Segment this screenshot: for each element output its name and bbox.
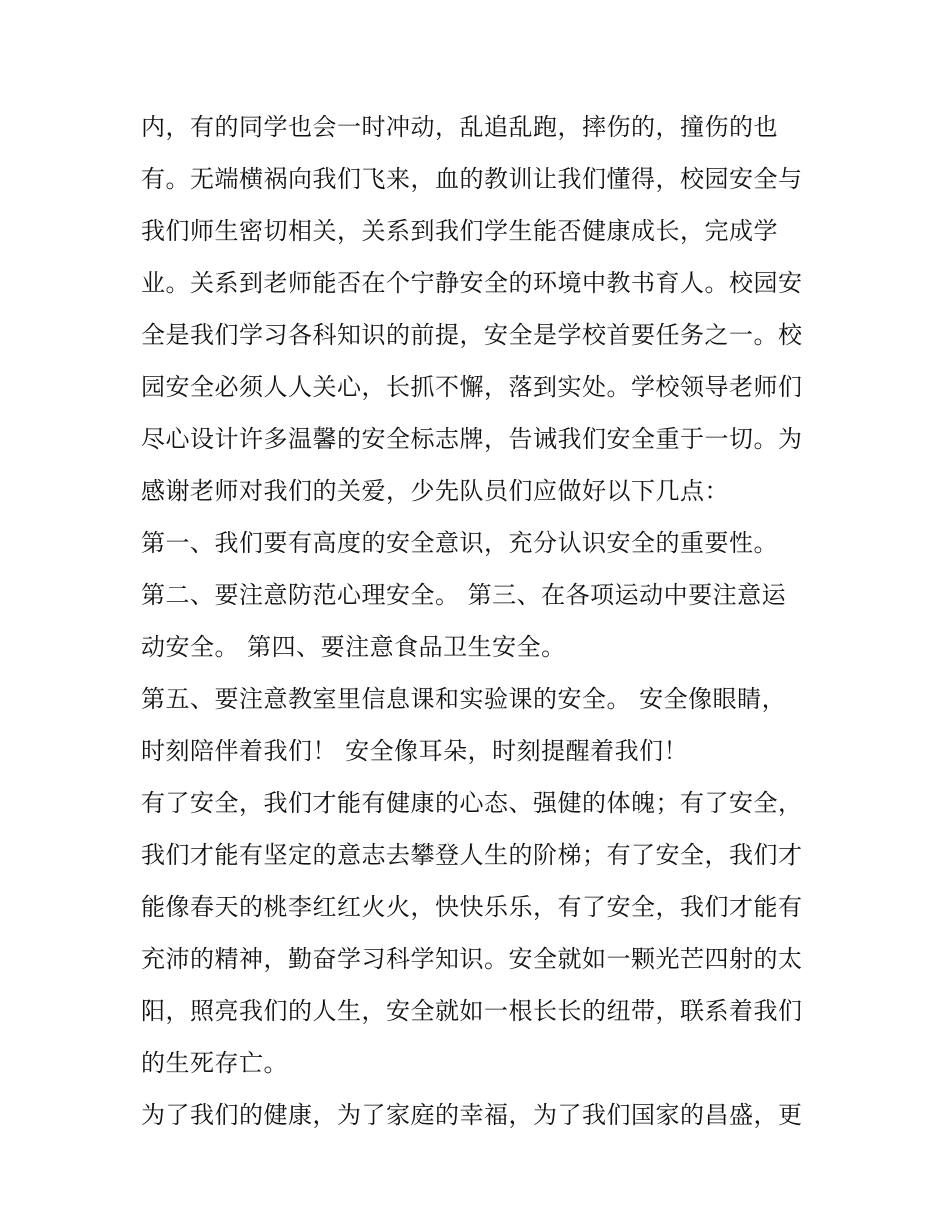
text-line: 我们才能有坚定的意志去攀登人生的阶梯；有了安全，我们才 [141,841,803,869]
text-line: 第二、要注意防范心理安全。 第三、在各项运动中要注意运 [141,581,787,609]
text-line: 的生死存亡。 [141,1049,288,1077]
text-line: 第五、要注意教室里信息课和实验课的安全。 安全像眼睛， [141,685,787,713]
text-line: 感谢老师对我们的关爱，少先队员们应做好以下几点： [141,477,729,505]
text-line: 园安全必须人人关心，长抓不懈，落到实处。学校领导老师们 [141,373,803,401]
text-line: 时刻陪伴着我们！ 安全像耳朵，时刻提醒着我们！ [141,737,689,765]
text-line: 为了我们的健康，为了家庭的幸福，为了我们国家的昌盛，更 [141,1101,803,1129]
text-line: 我们师生密切相关，关系到我们学生能否健康成长，完成学 [141,217,778,245]
text-line: 动安全。 第四、要注意食品卫生安全。 [141,633,566,661]
text-line: 充沛的精神，勤奋学习科学知识。安全就如一颗光芒四射的太 [141,945,803,973]
text-line: 阳，照亮我们的人生，安全就如一根长长的纽带，联系着我们 [141,997,803,1025]
text-line: 业。关系到老师能否在个宁静安全的环境中教书育人。校园安 [141,269,803,297]
text-line: 全是我们学习各科知识的前提，安全是学校首要任务之一。校 [141,321,803,349]
text-line: 有了安全，我们才能有健康的心态、强健的体魄；有了安全， [141,789,803,817]
text-line: 尽心设计许多温馨的安全标志牌，告诫我们安全重于一切。为 [141,425,803,453]
text-line: 有。无端横祸向我们飞来，血的教训让我们懂得，校园安全与 [141,165,803,193]
text-line: 第一、我们要有高度的安全意识，充分认识安全的重要性。 [141,529,778,557]
text-line: 能像春天的桃李红红火火，快快乐乐，有了安全，我们才能有 [141,893,803,921]
text-line: 内，有的同学也会一时冲动，乱追乱跑，摔伤的，撞伤的也 [141,113,778,141]
